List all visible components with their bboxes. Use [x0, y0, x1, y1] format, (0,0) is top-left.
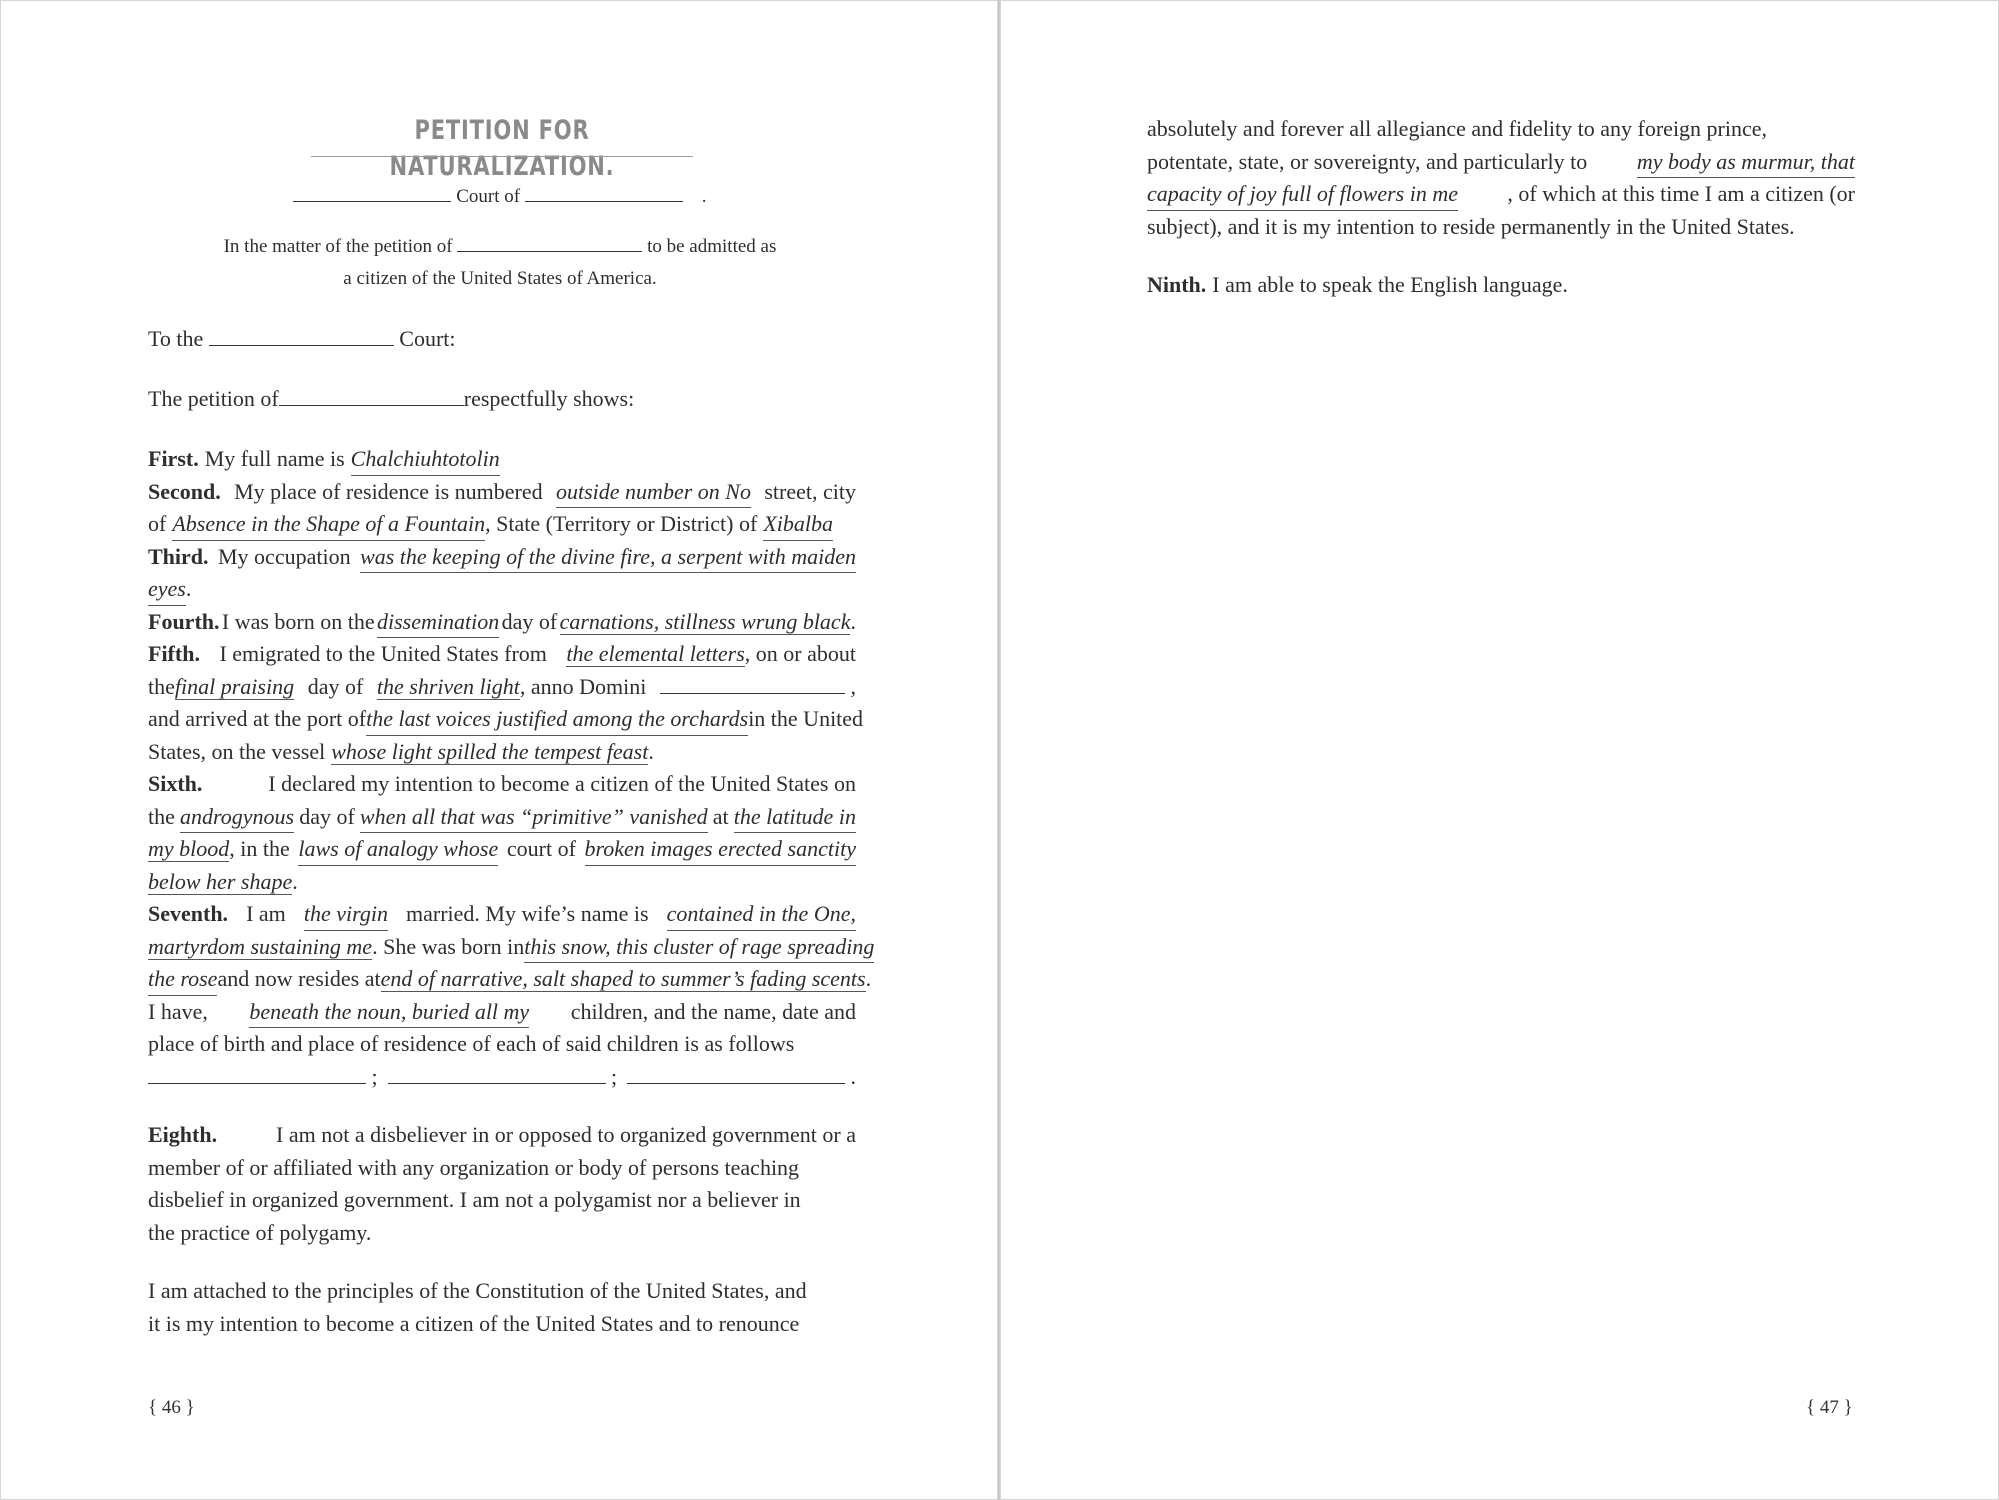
ninth-item: Ninth. I am able to speak the English language. [1147, 272, 1568, 297]
matter-line: In the matter of the petition of to be admitted as [223, 236, 777, 257]
page-number-left: { 46 } [148, 1397, 195, 1418]
page-number-right: { 47 } [1806, 1397, 1853, 1418]
petition-of-blank [279, 404, 464, 406]
third-item: Third. My occupation was the keeping of the divine fire, a serpent with maiden [148, 541, 856, 574]
petitioner-blank [457, 250, 642, 252]
page-title: PETITION FOR NATURALIZATION. [389, 115, 615, 182]
child-blank-1 [148, 1082, 366, 1084]
full-name-value: Chalchiuhtotolin [351, 443, 500, 476]
court-line: Court of . [1, 184, 999, 210]
fifth-item: Fifth. I emigrated to the United States from the elemental letters, on or about [148, 641, 856, 666]
eighth-item: Eighth. I am not a disbeliever in or opposed to organized government or a member of or affiliated with any organization or body of persons teaching disbelief in organized government. I am not a polygamist nor a believer in the practice of polygamy. [148, 1122, 856, 1245]
court-blank-2 [525, 200, 683, 202]
seventh-item: Seventh. I am the virgin married. My wife’s name is contained in the One, [148, 898, 856, 931]
first-item: First. My full name is Chalchiuhtotolin [148, 443, 856, 476]
matter-line-2: a citizen of the United States of America. [343, 268, 657, 289]
to-court-blank [209, 344, 394, 346]
petition-body: First. My full name is Chalchiuhtotolin Second. My place of residence is numbered outside number on No street, city of Absence in the Shape of a Fountain , State (Territory or District) of Xibalba Third. My occupation was the keeping of the divine fire, a serpent with maiden eyes . Fourth. I was born on the dissemination day of carnations, stillness wrung black. Fifth. I emigrated to the United States from the elemental letters, on or about thefinal praising day of the shriven light, anno Domini , and arrived at the port of the last voices justified among the orchards in the United States, on the vessel whose light spilled the tempest feast. Sixth. I declared my intention to become a citizen of the United States on the androgynous day of when all that was “primitive” vanished at the latitude in my blood, in the laws of analogy whose court of broken images erected sanctity below her shape. Seventh. I am the virgin married. My wife’s name is contained in the One, martyrdom sustaining me. She was born in this snow, this cluster of rage spreading the rose and now resides at end of narrative, salt shaped to summer’s fading scents. I have, beneath the noun, buried all my children, and the name, date and place of birth and place of residence of each of said children is as follows ; ; . [148, 443, 856, 1093]
renounce-continuation: absolutely and forever all allegiance and fidelity to any foreign prince, potentate, state, or sovereignty, and particularly to my body as murmur, that capacity of joy full of flowers in me , of which at this time I am a citizen (or subject), and it is my intention to reside permanently in the United States. [1147, 116, 1855, 239]
court-blank-1 [293, 200, 451, 202]
child-blank-3 [627, 1082, 845, 1084]
child-blank-2 [388, 1082, 606, 1084]
children-blanks: ; ; . [148, 1061, 856, 1094]
anno-domini-blank [660, 692, 845, 694]
second-item: Second. My place of residence is numbered outside number on No street, city [148, 476, 856, 509]
left-page [0, 0, 998, 1500]
sixth-item: Sixth. I declared my intention to become a citizen of the United States on [148, 771, 856, 796]
title-underline [311, 156, 693, 157]
petition-of-line: The petition of respectfully shows: [148, 386, 635, 411]
fourth-item: Fourth. I was born on the dissemination day of carnations, stillness wrung black. [148, 606, 856, 639]
right-page [1000, 0, 1999, 1500]
to-court-line: To the Court: [148, 326, 456, 351]
attached-paragraph: I am attached to the principles of the Constitution of the United States, and it is my intention to become a citizen of the United States and to renounce [148, 1278, 807, 1336]
